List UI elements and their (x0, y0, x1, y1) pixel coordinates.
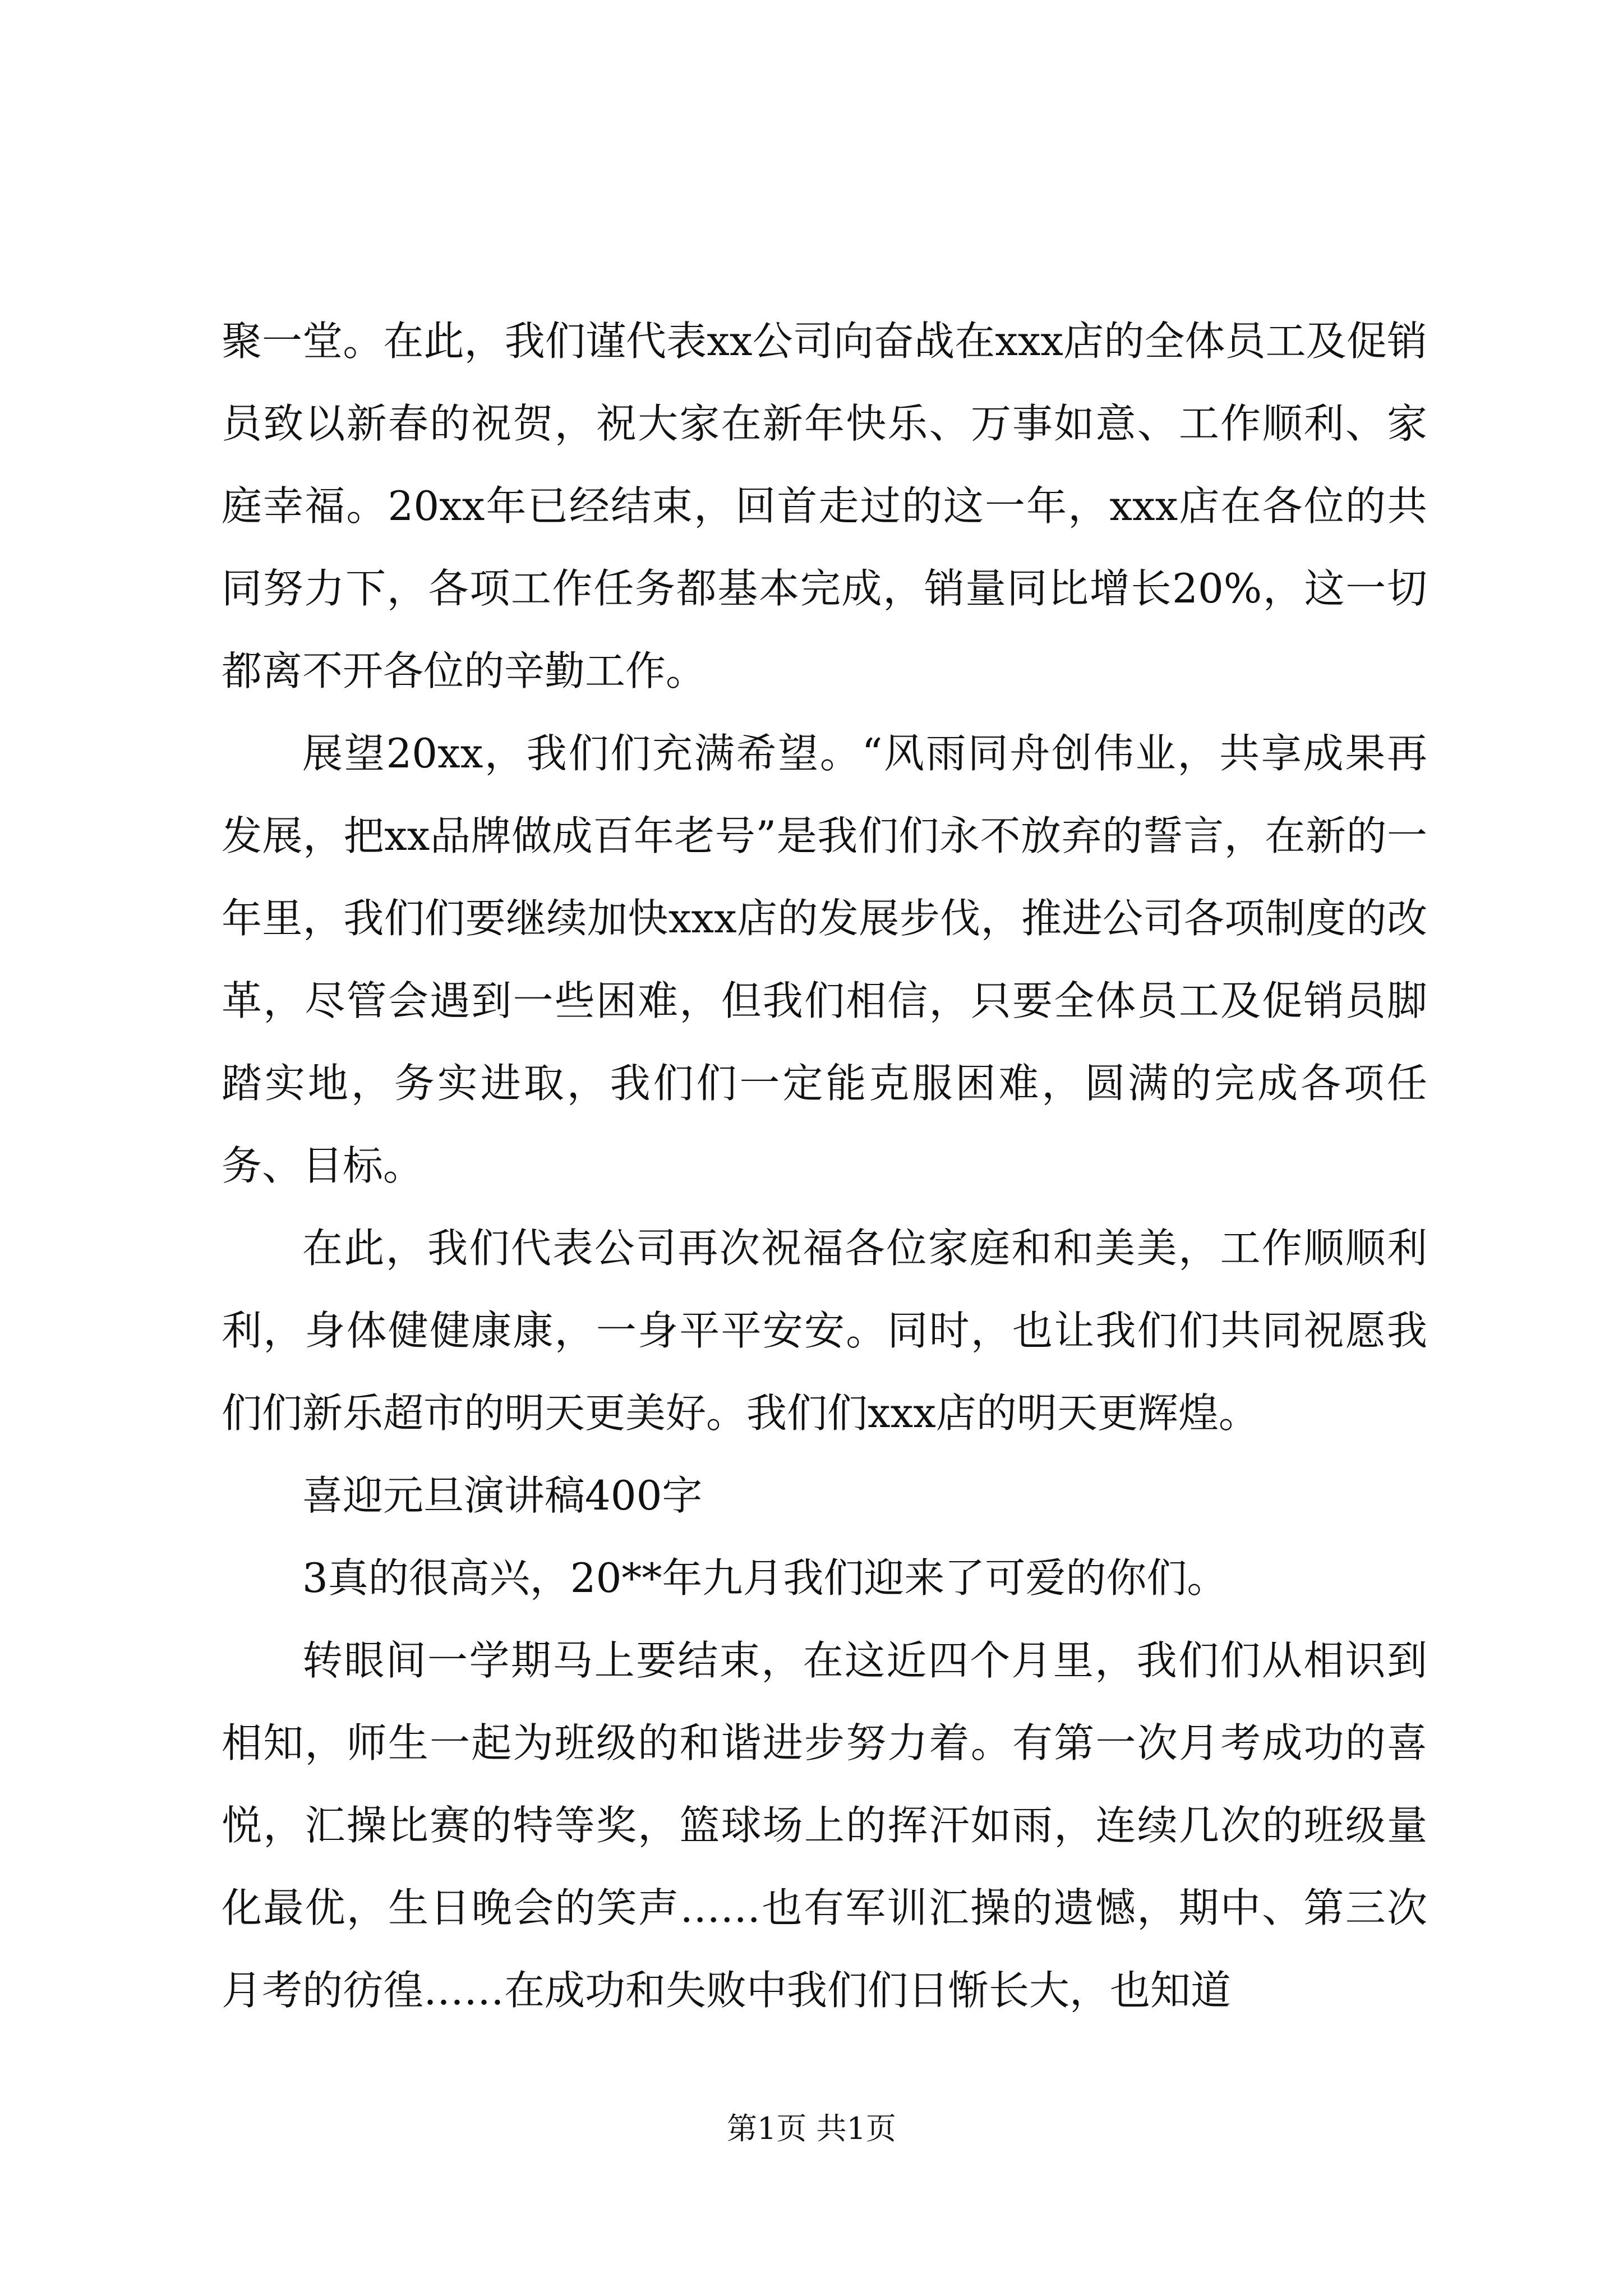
page-number-label: 第1页 共1页 (727, 2111, 896, 2146)
paragraph-1: 聚一堂。在此，我们谨代表xx公司向奋战在xxx店的全体员工及促销员致以新春的祝贺，祝大家在新年快乐、万事如意、工作顺利、家庭幸福。20xx年已经结束，回首走过的这一年，xxx店在各位的共同努力下，各项工作任务都基本完成，销量同比增长20%，这一切都离不开各位的辛勤工作。 (222, 318, 1427, 694)
page-footer (0, 2109, 1623, 2148)
paragraph-4: 3真的很高兴，20**年九月我们迎来了可爱的你们。 (302, 1554, 1228, 1602)
paragraph-3: 在此，我们代表公司再次祝福各位家庭和和美美，工作顺顺利利，身体健健康康，一身平平安安。同时，也让我们们共同祝愿我们们新乐超市的明天更美好。我们们xxx店的明天更辉煌。 (222, 1225, 1427, 1437)
section-heading: 喜迎元旦演讲稿400字 (302, 1472, 703, 1519)
paragraph-2: 展望20xx，我们们充满希望。“风雨同舟创伟业，共享成果再发展，把xx品牌做成百年老号”是我们们永不放弃的誓言，在新的一年里，我们们要继续加快xxx店的发展步伐，推进公司各项制度的改革，尽管会遇到一些困难，但我们相信，只要全体员工及促销员脚踏实地，务实进取，我们们一定能克服困难，圆满的完成各项任务、目标。 (222, 730, 1427, 1189)
paragraph-5: 转眼间一学期马上要结束，在这近四个月里，我们们从相识到相知，师生一起为班级的和谐进步努力着。有第一次月考成功的喜悦，汇操比赛的特等奖，篮球场上的挥汗如雨，连续几次的班级量化最优，生日晚会的笑声……也有军训汇操的遗憾，期中、第三次月考的彷徨……在成功和失败中我们们日惭长大，也知道 (222, 1637, 1427, 2014)
document-body (222, 300, 1427, 2032)
